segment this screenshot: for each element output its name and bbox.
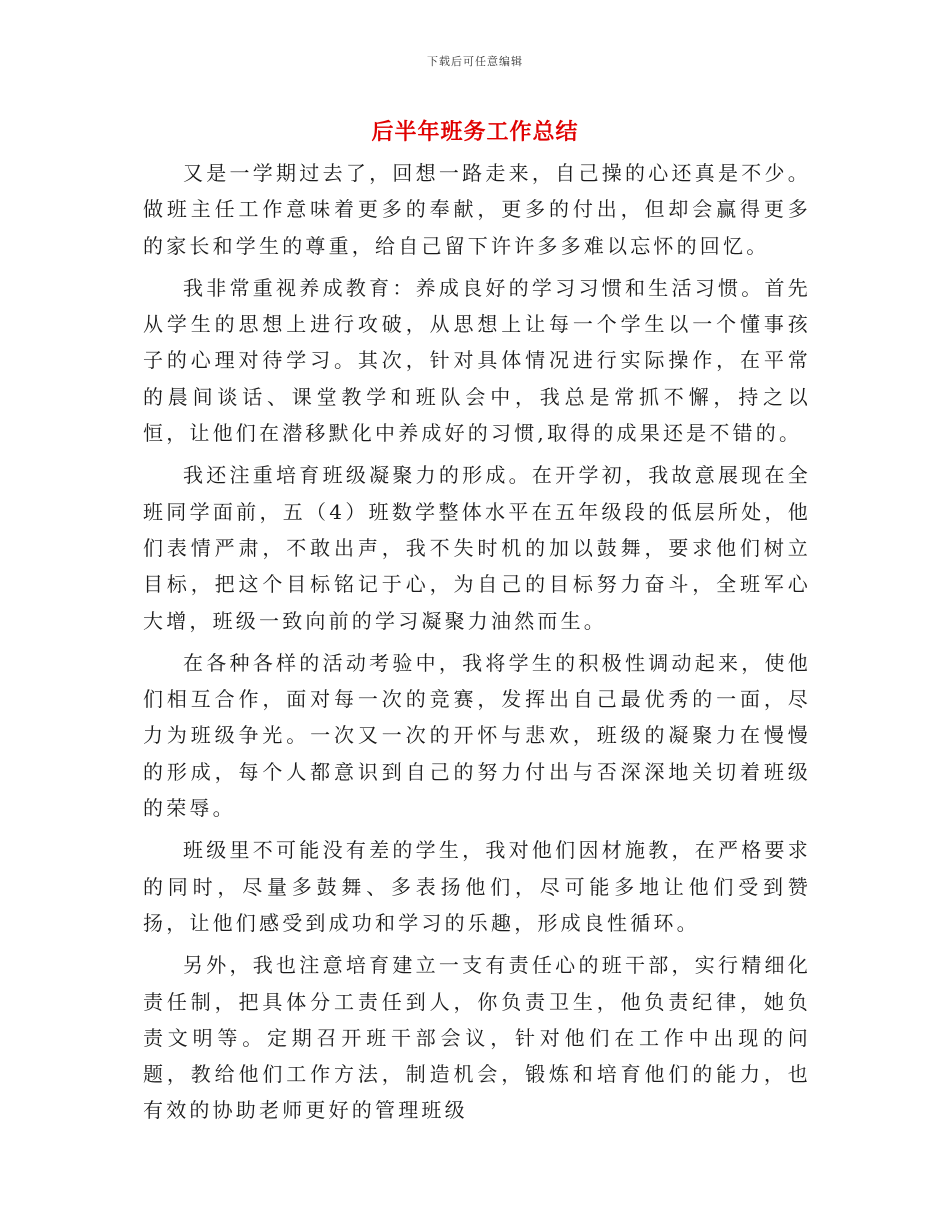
paragraph-3: 我还注重培育班级凝聚力的形成。在开学初，我故意展现在全班同学面前，五（4）班数学整体水平在五年级段的低层所处，他们表情严肃，不敢出声，我不失时机的加以鼓舞，要求他们树立目标，把这个目标铭记于心，为自己的目标努力奋斗，全班军心大增，班级一致向前的学习凝聚力油然而生。	[143, 463, 811, 633]
paragraph-6: 另外，我也注意培育建立一支有责任心的班干部，实行精细化责任制，把具体分工责任到人，你负责卫生，他负责纪律，她负责文明等。定期召开班干部会议，针对他们在工作中出现的问题，教给他们工作方法，制造机会，锻炼和培育他们的能力，也有效的协助老师更好的管理班级	[143, 953, 811, 1123]
paragraph-1: 又是一学期过去了，回想一路走来，自己操的心还真是不少。做班主任工作意味着更多的奉献，更多的付出，但却会赢得更多的家长和学生的尊重，给自己留下许许多多难以忘怀的回忆。	[143, 161, 811, 258]
header-note: 下载后可任意编辑	[427, 55, 523, 68]
paragraph-2: 我非常重视养成教育：养成良好的学习习惯和生活习惯。首先从学生的思想上进行攻破，从思想上让每一个学生以一个懂事孩子的心理对待学习。其次，针对具体情况进行实际操作，在平常的晨间谈话、课堂教学和班队会中，我总是常抓不懈，持之以恒，让他们在潜移默化中养成好的习惯,取得的成果还是不错的。	[143, 275, 811, 446]
paragraph-4: 在各种各样的活动考验中，我将学生的积极性调动起来，使他们相互合作，面对每一次的竞赛，发挥出自己最优秀的一面，尽力为班级争光。一次又一次的开怀与悲欢，班级的凝聚力在慢慢的形成，每个人都意识到自己的努力付出与否深深地关切着班级的荣辱。	[143, 650, 811, 821]
paragraph-5: 班级里不可能没有差的学生，我对他们因材施教，在严格要求的同时，尽量多鼓舞、多表扬他们，尽可能多地让他们受到赞扬，让他们感受到成功和学习的乐趣，形成良性循环。	[143, 838, 811, 935]
document-body	[143, 155, 811, 1135]
document-title: 后半年班务工作总结	[371, 119, 579, 145]
